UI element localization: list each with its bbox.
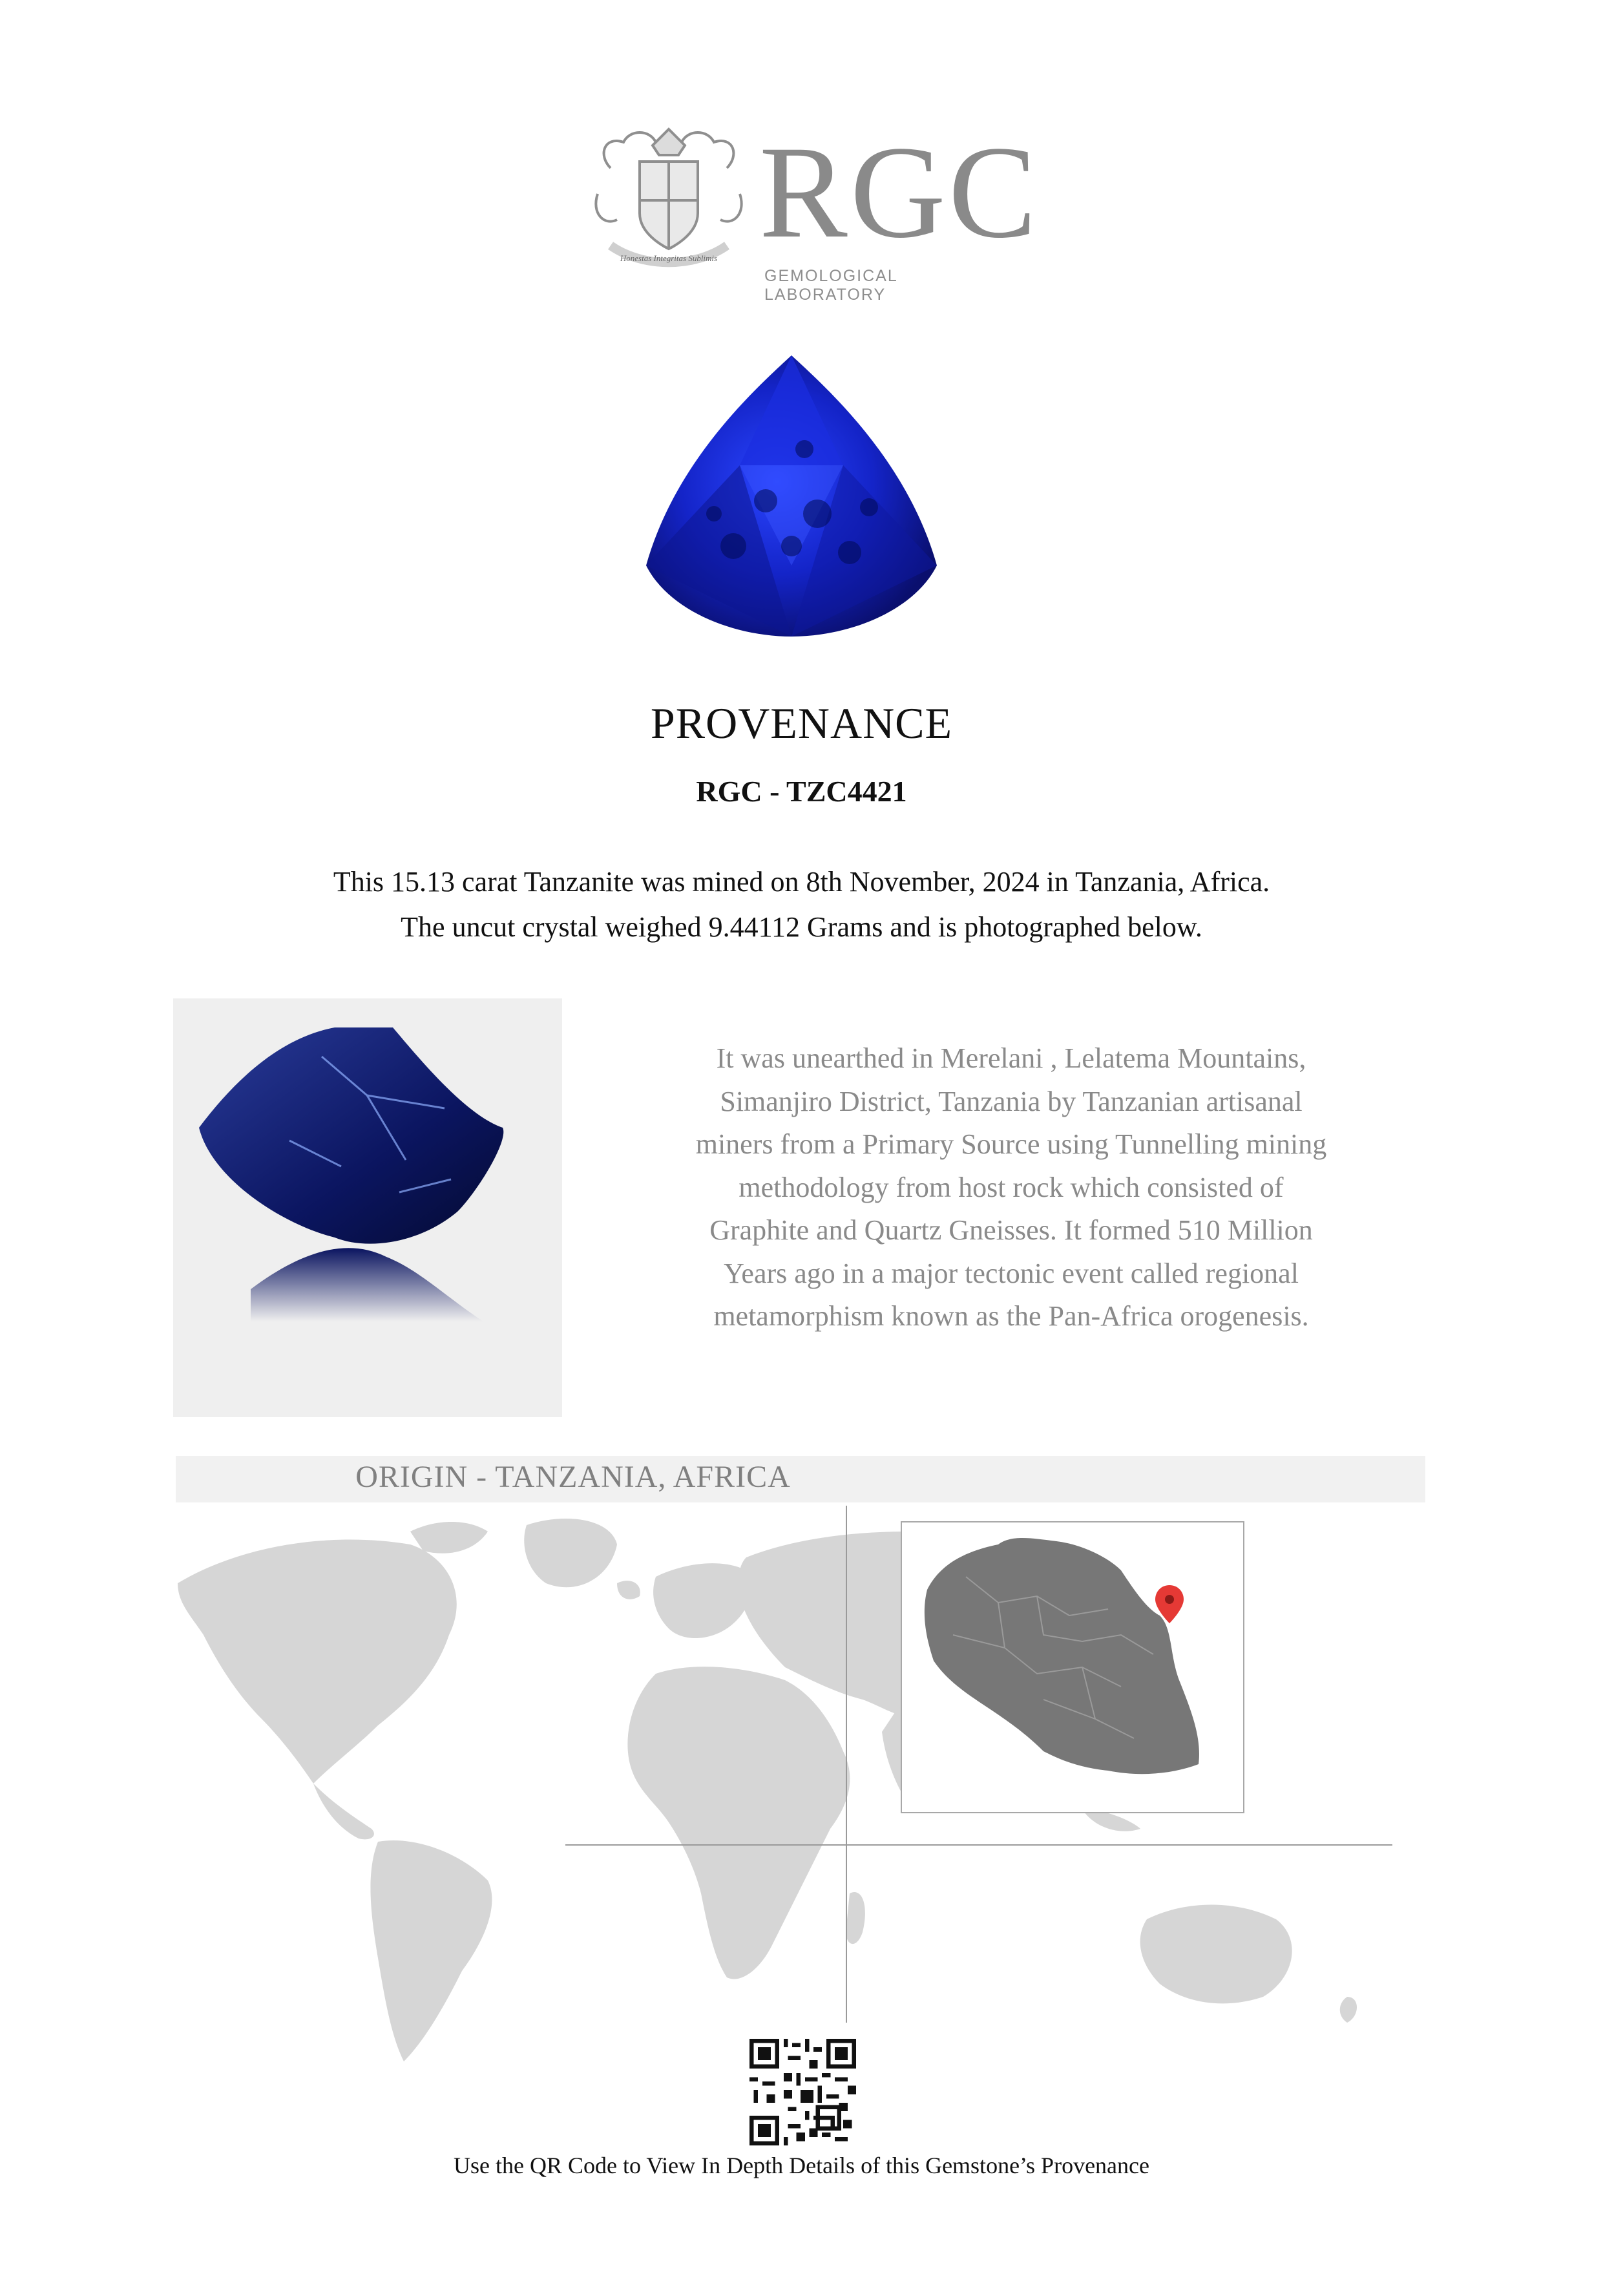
provenance-description (640, 1037, 1383, 1338)
logo-brand: RGC (759, 119, 1040, 266)
tanzania-inset (901, 1522, 1244, 1813)
coat-of-arms-icon (585, 116, 753, 284)
origin-label: ORIGIN - TANZANIA, AFRICA (355, 1460, 791, 1494)
description-line: Graphite and Quartz Gneisses. It formed 510 Million (709, 1214, 1313, 1246)
description-line: Years ago in a major tectonic event called regional (724, 1257, 1299, 1289)
intro-text (129, 859, 1474, 950)
description-line: metamorphism known as the Pan-Africa orogenesis. (713, 1300, 1309, 1332)
footer-caption: Use the QR Code to View In Depth Details of this Gemstone’s Provenance (454, 2153, 1149, 2178)
rgc-logo (585, 119, 1040, 304)
rough-crystal-image (173, 998, 562, 1417)
intro-line: The uncut crystal weighed 9.44112 Grams and is photographed below. (401, 911, 1202, 943)
certificate-code: RGC - TZC4421 (696, 775, 907, 808)
rough-crystal-graphic (173, 998, 562, 1417)
world-map (165, 1506, 1425, 2087)
description-line: miners from a Primary Source using Tunnelling mining (695, 1128, 1327, 1160)
qr-code-icon[interactable] (749, 2039, 856, 2145)
description-line: Simanjiro District, Tanzania by Tanzanian artisanal (720, 1085, 1303, 1117)
page-title: PROVENANCE (650, 699, 953, 748)
description-line: It was unearthed in Merelani , Lelatema Mountains, (716, 1042, 1306, 1074)
intro-line: This 15.13 carat Tanzanite was mined on 8th November, 2024 in Tanzania, Africa. (333, 866, 1270, 898)
seal-motto: Honestas Integritas Sublimis (620, 253, 718, 263)
cut-gemstone-image (636, 352, 947, 640)
logo-subtitle: GEMOLOGICAL LABORATORY (764, 267, 897, 304)
description-line: methodology from host rock which consisted of (739, 1171, 1284, 1203)
